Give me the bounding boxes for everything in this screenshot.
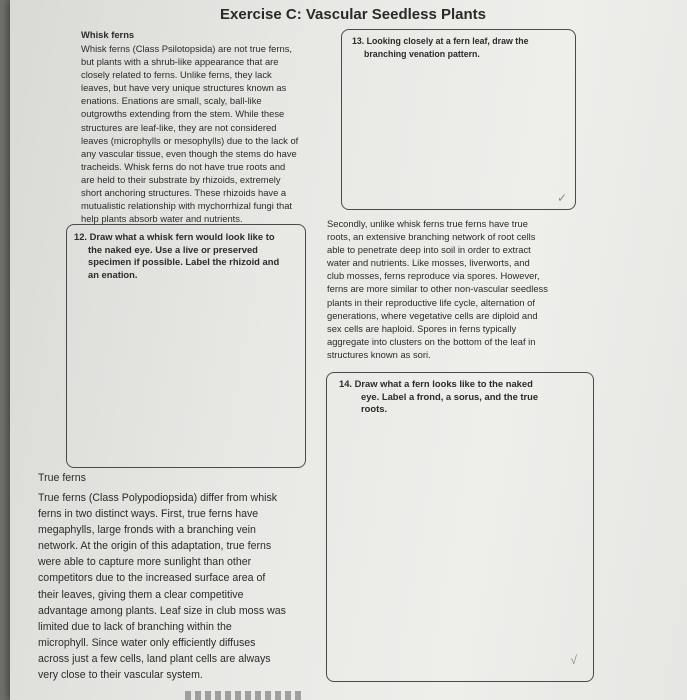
text-line: aggregate into clusters on the bottom of the leaf in: [327, 335, 536, 347]
text-line: network. At the origin of this adaptation, true ferns: [38, 540, 272, 553]
grading-check-mark: ✓: [556, 191, 567, 205]
text-line: their leaves, giving them a clear competitive: [38, 588, 244, 601]
worksheet-page: [10, 0, 687, 700]
cut-off-next-line: [185, 691, 305, 700]
text-line: ferns are more similar to other non-vascular seedless: [327, 283, 548, 295]
text-line: enations. Enations are small, scaly, ball-like: [81, 95, 262, 107]
text-line: leaves (microphylls or mesophylls) due to the lack of: [81, 134, 299, 146]
text-line: the naked eye. Use a live or preserved: [88, 243, 258, 255]
question-12-drawing-box[interactable]: [66, 224, 306, 468]
question-13-drawing-box[interactable]: [341, 29, 576, 210]
text-line: competitors due to the increased surface area of: [38, 572, 266, 585]
text-line: any vascular tissue, even though the stems do have: [81, 147, 297, 159]
text-line: structures known as sori.: [327, 348, 431, 360]
question-14-drawing-box[interactable]: [326, 372, 594, 682]
question-14-prompt: [339, 378, 589, 416]
text-line: help plants absorb water and nutrients.: [81, 213, 243, 225]
page-title: Exercise C: Vascular Seedless Plants: [220, 6, 486, 23]
true-ferns-heading: True ferns: [38, 472, 86, 484]
true-ferns-paragraph: [38, 490, 323, 683]
text-line: club mosses, ferns reproduce via spores. However,: [327, 270, 540, 282]
text-line: eye. Label a frond, a sorus, and the true: [361, 390, 539, 402]
grading-check-mark: √: [570, 653, 577, 667]
text-line: were able to capture more sunlight than other: [38, 556, 252, 569]
text-line: microphyll. Since water only efficiently diffuses: [38, 636, 256, 649]
text-line: outgrowths extending from the stem. While these: [81, 108, 285, 120]
text-line: Secondly, unlike whisk ferns true ferns have true: [327, 218, 528, 229]
text-line: 14. Draw what a fern looks like to the naked: [339, 378, 533, 389]
text-line: roots, an extensive branching network of root cells: [327, 231, 536, 243]
text-line: closely related to ferns. Unlike ferns, they lack: [81, 69, 272, 81]
text-line: leaves, but have very unique structures known as: [81, 82, 287, 94]
text-line: megaphylls, large fronds with a branching vein: [38, 524, 256, 537]
text-line: structures are leaf-like, they are not considered: [81, 121, 277, 133]
true-ferns-continued-paragraph: [327, 217, 612, 361]
text-line: sex cells are haploid. Spores in ferns typically: [327, 322, 517, 334]
text-line: an enation.: [88, 268, 138, 280]
text-line: 13. Looking closely at a fern leaf, draw the: [352, 36, 529, 46]
text-line: plants in their reproductive life cycle, alternation of: [327, 296, 535, 308]
text-line: generations, where vegetative cells are diploid and: [327, 309, 538, 321]
question-13-prompt: [352, 35, 572, 60]
text-line: water and nutrients. Like mosses, liverworts, and: [327, 257, 530, 269]
text-line: able to penetrate deep into soil in order to extract: [327, 244, 531, 256]
text-line: Whisk ferns (Class Psilotopsida) are not true ferns,: [81, 43, 293, 54]
text-line: limited due to lack of branching within the: [38, 620, 232, 633]
text-line: mutualistic relationship with mychorrhizal fungi that: [81, 200, 293, 212]
text-line: advantage among plants. Leaf size in club moss was: [38, 604, 286, 617]
text-line: specimen if possible. Label the rhizoid and: [88, 256, 280, 268]
text-line: 12. Draw what a whisk fern would look like to: [74, 231, 275, 242]
text-line: roots.: [361, 403, 388, 415]
text-line: are held to their substrate by rhizoids, extremely: [81, 173, 281, 185]
text-line: very close to their vascular system.: [38, 669, 203, 682]
whisk-ferns-heading: Whisk ferns: [81, 29, 135, 40]
text-line: True ferns (Class Polypodiopsida) differ from whisk: [38, 492, 278, 504]
whisk-ferns-paragraph: [81, 42, 331, 225]
text-line: branching venation pattern.: [364, 48, 480, 59]
text-line: tracheids. Whisk ferns do not have true roots and: [81, 160, 286, 172]
text-line: but plants with a shrub-like appearance that are: [81, 56, 279, 68]
text-line: short anchoring structures. These rhizoids have a: [81, 187, 287, 199]
question-12-prompt: [74, 231, 304, 281]
text-line: ferns in two distinct ways. First, true ferns have: [38, 508, 259, 521]
text-line: across just a few cells, land plant cells are always: [38, 652, 271, 665]
